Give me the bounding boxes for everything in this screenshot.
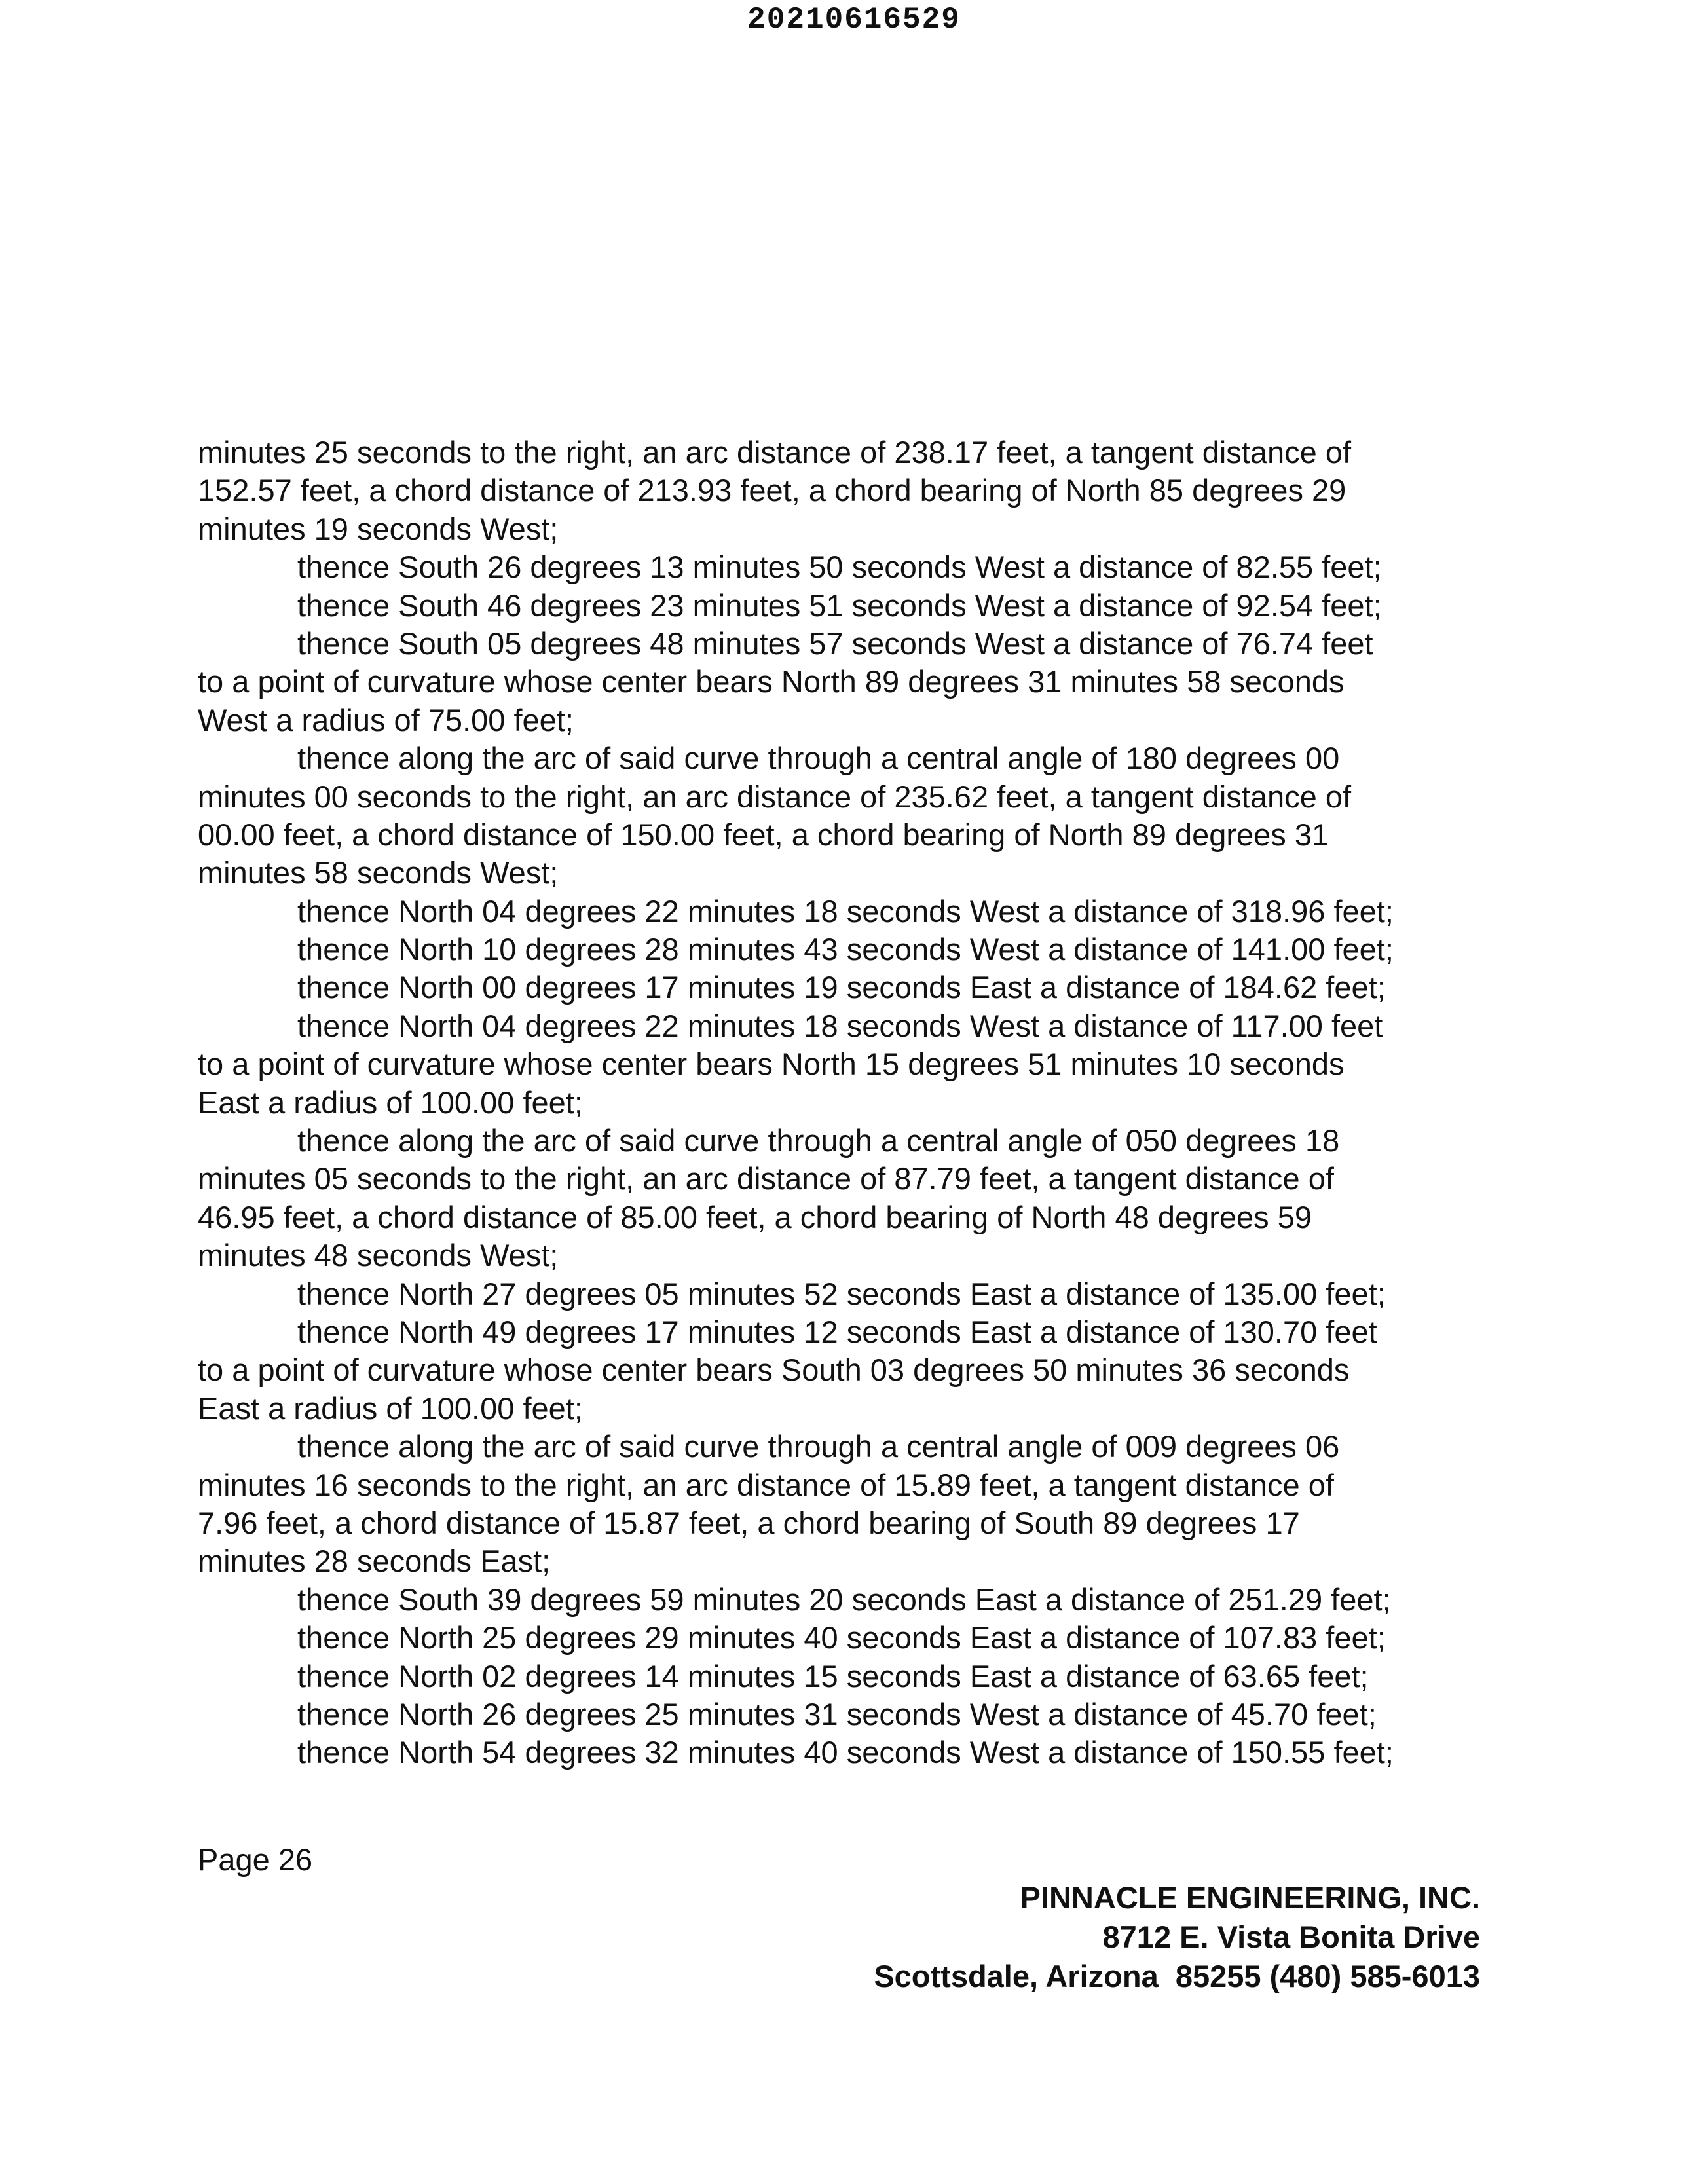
body-text-line: minutes 58 seconds West; <box>198 855 559 891</box>
body-text-line: thence North 02 degrees 14 minutes 15 seconds East a distance of 63.65 feet; <box>297 1658 1369 1694</box>
body-text-line: minutes 19 seconds West; <box>198 511 559 546</box>
body-text-line: thence along the arc of said curve through a central angle of 009 degrees 06 <box>297 1429 1340 1464</box>
body-text-line: to a point of curvature whose center bears North 15 degrees 51 minutes 10 seconds <box>198 1047 1345 1082</box>
body-text-line: to a point of curvature whose center bears North 89 degrees 31 minutes 58 seconds <box>198 664 1345 699</box>
body-text-line: thence North 25 degrees 29 minutes 40 seconds East a distance of 107.83 feet; <box>297 1620 1386 1656</box>
body-text-line: thence North 04 degrees 22 minutes 18 seconds West a distance of 117.00 feet <box>297 1008 1383 1043</box>
body-text-line: East a radius of 100.00 feet; <box>198 1390 583 1426</box>
document-number: 20210616529 <box>747 3 961 37</box>
body-text-line: minutes 00 seconds to the right, an arc distance of 235.62 feet, a tangent distance of <box>198 779 1352 814</box>
body-text-line: thence South 26 degrees 13 minutes 50 seconds West a distance of 82.55 feet; <box>297 549 1382 585</box>
body-text-line: thence South 46 degrees 23 minutes 51 seconds West a distance of 92.54 feet; <box>297 587 1382 623</box>
legal-description-body <box>198 434 1508 1772</box>
company-city-phone: Scottsdale, Arizona 85255 (480) 585-6013 <box>874 1959 1480 1993</box>
body-text-line: 152.57 feet, a chord distance of 213.93 feet, a chord bearing of North 85 degrees 29 <box>198 473 1346 508</box>
body-text-line: to a point of curvature whose center bears South 03 degrees 50 minutes 36 seconds <box>198 1352 1350 1388</box>
body-text-line: thence North 26 degrees 25 minutes 31 seconds West a distance of 45.70 feet; <box>297 1696 1377 1732</box>
body-text-line: thence North 27 degrees 05 minutes 52 seconds East a distance of 135.00 feet; <box>297 1276 1386 1311</box>
body-text-line: thence along the arc of said curve through a central angle of 180 degrees 00 <box>297 741 1340 776</box>
body-text-line: minutes 16 seconds to the right, an arc distance of 15.89 feet, a tangent distance of <box>198 1467 1334 1502</box>
body-text-line: thence along the arc of said curve through a central angle of 050 degrees 18 <box>297 1123 1340 1159</box>
body-text-line: thence North 04 degrees 22 minutes 18 seconds West a distance of 318.96 feet; <box>297 893 1394 929</box>
body-text-line: minutes 05 seconds to the right, an arc distance of 87.79 feet, a tangent distance of <box>198 1161 1334 1196</box>
company-street-address: 8712 E. Vista Bonita Drive <box>1102 1919 1480 1954</box>
body-text-line: minutes 25 seconds to the right, an arc distance of 238.17 feet, a tangent distance of <box>198 435 1352 470</box>
body-text-line: thence North 10 degrees 28 minutes 43 seconds West a distance of 141.00 feet; <box>297 932 1394 967</box>
body-text-line: minutes 28 seconds East; <box>198 1544 551 1579</box>
page-number: Page 26 <box>198 1842 313 1877</box>
body-text-line: minutes 48 seconds West; <box>198 1238 559 1273</box>
company-address-block <box>874 1878 1480 1996</box>
body-text-line: thence North 54 degrees 32 minutes 40 seconds West a distance of 150.55 feet; <box>297 1735 1394 1770</box>
company-name: PINNACLE ENGINEERING, INC. <box>1020 1880 1480 1915</box>
body-text-line: West a radius of 75.00 feet; <box>198 702 574 737</box>
body-text-line: East a radius of 100.00 feet; <box>198 1084 583 1120</box>
body-text-line: thence North 00 degrees 17 minutes 19 seconds East a distance of 184.62 feet; <box>297 970 1386 1005</box>
body-text-line: 00.00 feet, a chord distance of 150.00 feet, a chord bearing of North 89 degrees 31 <box>198 817 1329 852</box>
body-text-line: 46.95 feet, a chord distance of 85.00 feet, a chord bearing of North 48 degrees 59 <box>198 1199 1312 1234</box>
body-text-line: thence North 49 degrees 17 minutes 12 seconds East a distance of 130.70 feet <box>297 1314 1377 1349</box>
body-text-line: thence South 39 degrees 59 minutes 20 seconds East a distance of 251.29 feet; <box>297 1582 1391 1617</box>
body-text-line: 7.96 feet, a chord distance of 15.87 feet, a chord bearing of South 89 degrees 17 <box>198 1505 1300 1540</box>
body-text-line: thence South 05 degrees 48 minutes 57 seconds West a distance of 76.74 feet <box>297 625 1373 661</box>
